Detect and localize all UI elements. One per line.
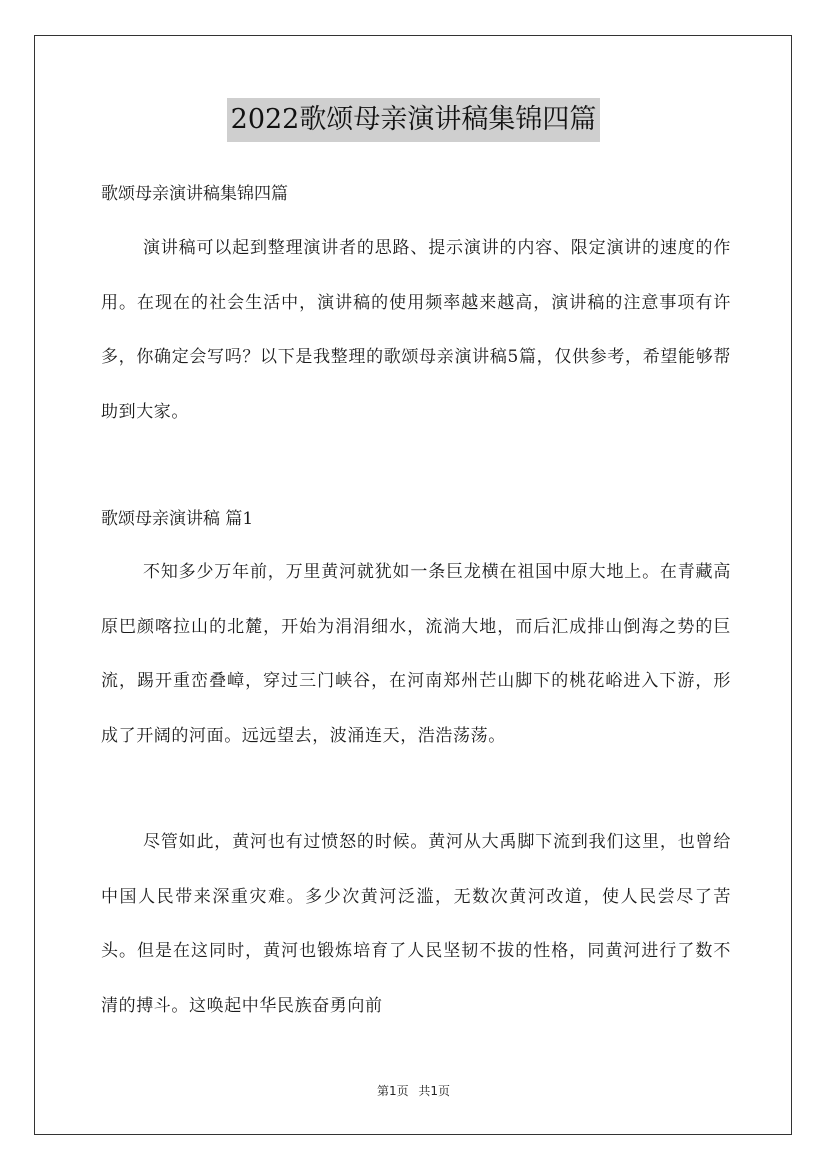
title-container	[0, 98, 827, 142]
body-paragraph-2: 尽管如此，黄河也有过愤怒的时候。黄河从大禹脚下流到我们这里，也曾给中国人民带来深重灾难。多少次黄河泛滥，无数次黄河改道，使人民尝尽了苦头。但是在这同时，黄河也锻炼培育了人民坚韧不拔的性格，同黄河进行了数不清的搏斗。这唤起中华民族奋勇向前	[101, 832, 731, 1016]
section-heading: 歌颂母亲演讲稿 篇1	[101, 509, 254, 529]
page-footer	[0, 1082, 827, 1099]
intro-paragraph: 演讲稿可以起到整理演讲者的思路、提示演讲的内容、限定演讲的速度的作用。在现在的社会生活中，演讲稿的使用频率越来越高，演讲稿的注意事项有许多，你确定会写吗？以下是我整理的歌颂母亲演讲稿5篇，仅供参考，希望能够帮助到大家。	[101, 238, 731, 422]
document-subtitle: 歌颂母亲演讲稿集锦四篇	[101, 184, 288, 204]
page-number: 第1页	[376, 1084, 409, 1098]
page-total: 共1页	[418, 1084, 451, 1098]
body-paragraph-1: 不知多少万年前，万里黄河就犹如一条巨龙横在祖国中原大地上。在青藏高原巴颜喀拉山的北麓，开始为涓涓细水，流淌大地，而后汇成排山倒海之势的巨流，踢开重峦叠嶂，穿过三门峡谷，在河南郑州芒山脚下的桃花峪进入下游，形成了开阔的河面。远远望去，波涌连天，浩浩荡荡。	[101, 562, 731, 746]
document-title: 2022歌颂母亲演讲稿集锦四篇	[227, 98, 601, 142]
